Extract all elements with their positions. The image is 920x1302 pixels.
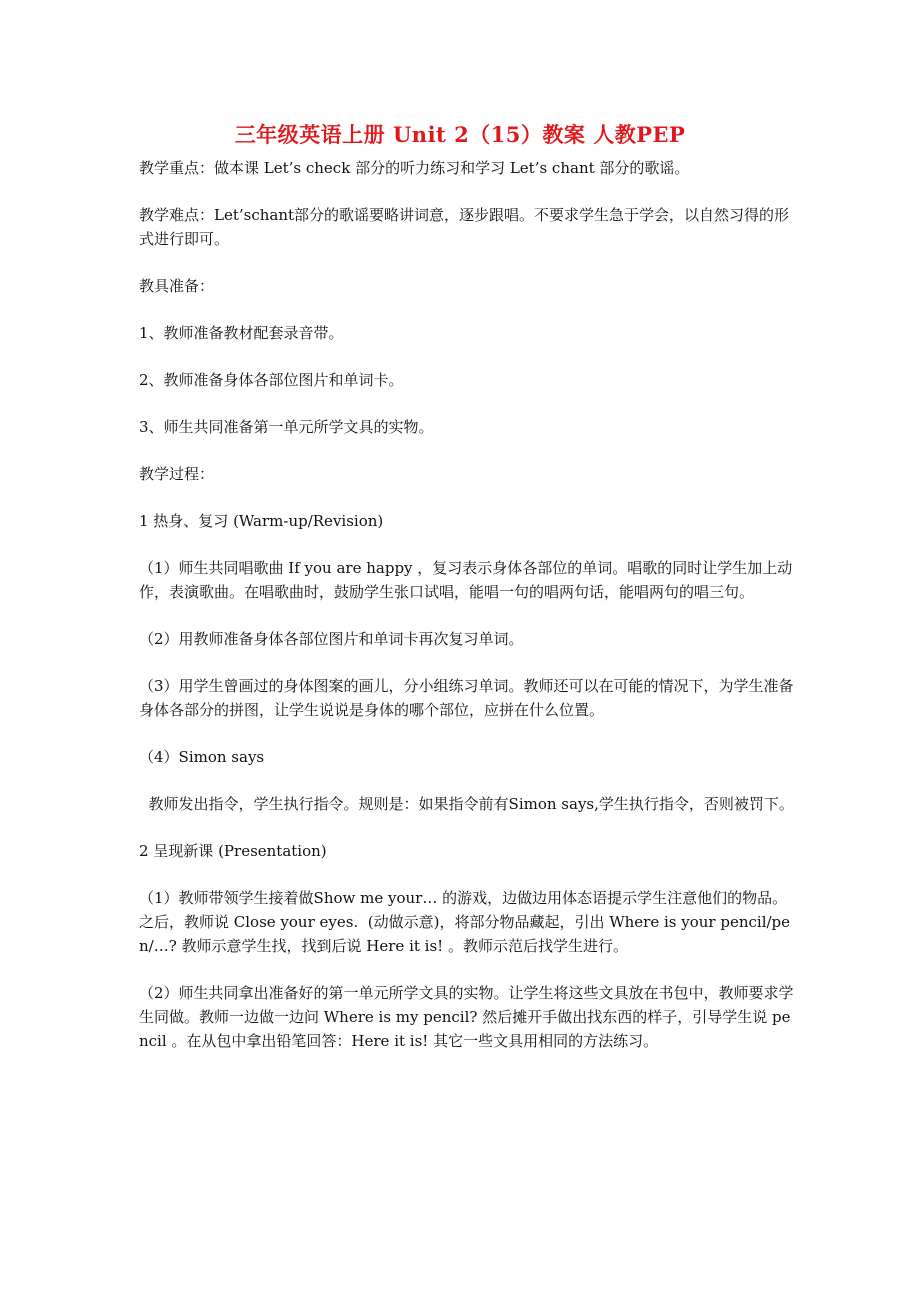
presentation-step-2: （2）师生共同拿出准备好的第一单元所学文具的实物。让学生将这些文具放在书包中，教师要求学生同做。教师一边做一边问 Where is my pencil? 然后摊开手做出找东西的样子，引导学生说 pencil 。在从包中拿出铅笔回答：Here it is! 其它一些文具用相同的方法练习。 bbox=[139, 984, 794, 1050]
teaching-difficulty: 教学难点：Let’schant部分的歌谣要略讲词意，逐步跟唱。不要求学生急于学会，以自然习得的形式进行即可。 bbox=[139, 206, 790, 248]
teaching-aids-heading: 教具准备： bbox=[139, 277, 215, 295]
aid-item-2: 2、教师准备身体各部位图片和单词卡。 bbox=[139, 371, 404, 389]
presentation-step-1: （1）教师带领学生接着做Show me your… 的游戏，边做边用体态语提示学生注意他们的物品。之后，教师说 Close your eyes. (动做示意)，将部分物品藏起，引出 Where is your pencil/pen/…? 教师示意学生找，找到后说 Here it is! 。教师示范后找学生进行。 bbox=[139, 889, 791, 955]
warmup-step-2: （2）用教师准备身体各部位图片和单词卡再次复习单词。 bbox=[139, 630, 524, 648]
document-body bbox=[139, 156, 799, 1075]
warmup-step-4: （4）Simon says bbox=[139, 748, 265, 766]
simon-says-rules: 教师发出指令，学生执行指令。规则是：如果指令前有Simon says,学生执行指令，否则被罚下。 bbox=[139, 795, 794, 813]
warmup-step-3: （3）用学生曾画过的身体图案的画儿，分小组练习单词。教师还可以在可能的情况下，为学生准备身体各部分的拼图，让学生说说是身体的哪个部位，应拼在什么位置。 bbox=[139, 677, 794, 719]
teaching-process-heading: 教学过程： bbox=[139, 465, 215, 483]
warmup-step-1: （1）师生共同唱歌曲 If you are happy ，复习表示身体各部位的单词。唱歌的同时让学生加上动作，表演歌曲。在唱歌曲时，鼓励学生张口试唱，能唱一句的唱两句话，能唱两句的唱三句。 bbox=[139, 559, 793, 601]
document-title: 三年级英语上册 Unit 2（15）教案 人教PEP bbox=[234, 122, 686, 147]
aid-item-1: 1、教师准备教材配套录音带。 bbox=[139, 324, 344, 342]
section-presentation-heading: 2 呈现新课 (Presentation) bbox=[139, 842, 327, 860]
teaching-focus: 教学重点：做本课 Let’s check 部分的听力练习和学习 Let’s chant 部分的歌谣。 bbox=[139, 159, 690, 177]
section-warmup-heading: 1 热身、复习 (Warm-up/Revision) bbox=[139, 512, 384, 530]
aid-item-3: 3、师生共同准备第一单元所学文具的实物。 bbox=[139, 418, 434, 436]
